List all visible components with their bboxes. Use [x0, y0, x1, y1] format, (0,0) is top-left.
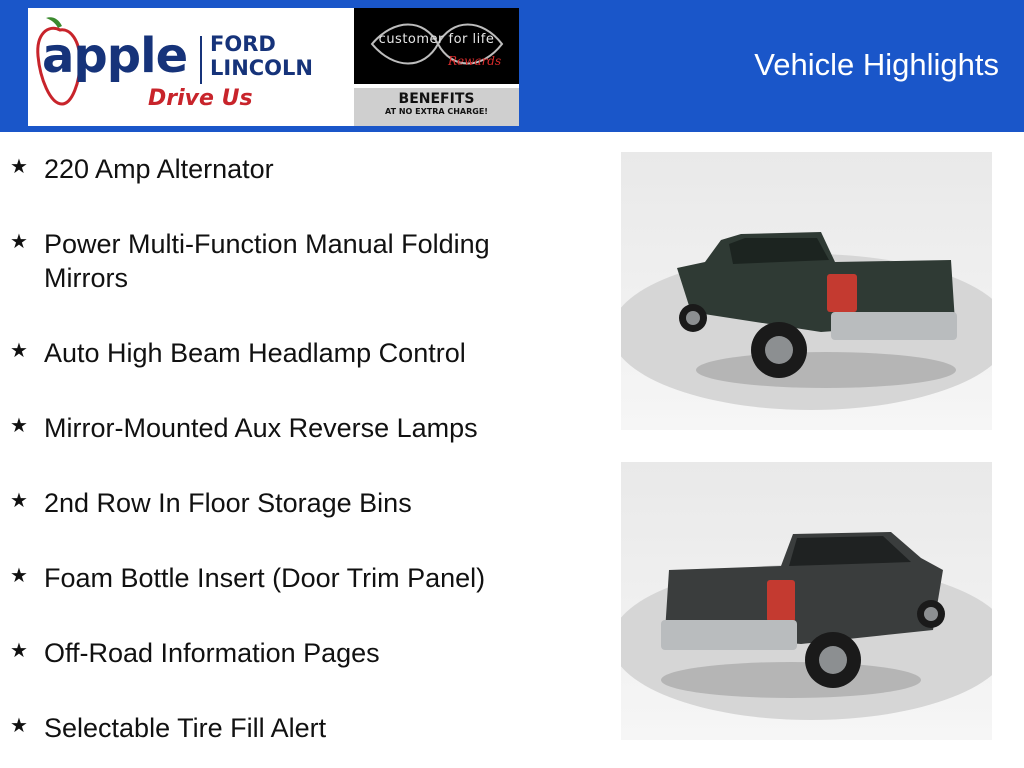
dealer-makes: [210, 32, 313, 80]
vehicle-photo-rear-right: [621, 462, 992, 740]
page-title: Vehicle Highlights: [754, 47, 999, 82]
star-icon: ★: [10, 490, 28, 512]
highlight-text: 2nd Row In Floor Storage Bins: [44, 488, 412, 518]
highlight-text: Power Multi-Function Manual Folding Mirrors: [44, 229, 490, 293]
highlight-text: Foam Bottle Insert (Door Trim Panel): [44, 563, 486, 593]
star-icon: ★: [10, 231, 28, 253]
star-icon: ★: [10, 340, 28, 362]
star-icon: ★: [10, 415, 28, 437]
dealer-logo: [28, 8, 354, 126]
benefits-panel: [354, 88, 519, 126]
make-lincoln: LINCOLN: [210, 56, 313, 80]
rewards-program-name: customer for life: [378, 32, 495, 47]
logo-divider: [200, 36, 202, 84]
highlight-text: Selectable Tire Fill Alert: [44, 713, 327, 743]
dealer-brand-name: apple: [42, 28, 188, 84]
rewards-script: Rewards: [448, 54, 502, 68]
star-icon: ★: [10, 715, 28, 737]
list-item: [10, 227, 570, 295]
list-item: [10, 711, 570, 745]
star-icon: ★: [10, 640, 28, 662]
highlight-text: Auto High Beam Headlamp Control: [44, 338, 466, 368]
star-icon: ★: [10, 565, 28, 587]
header-banner: [0, 0, 1024, 132]
highlight-text: Mirror-Mounted Aux Reverse Lamps: [44, 413, 478, 443]
highlight-text: 220 Amp Alternator: [44, 154, 274, 184]
star-icon: ★: [10, 156, 28, 178]
list-item: [10, 486, 570, 520]
list-item: [10, 636, 570, 670]
list-item: [10, 336, 570, 370]
benefits-sub-label: AT NO EXTRA CHARGE!: [385, 107, 488, 116]
rewards-logo-top: [354, 8, 519, 84]
list-item: [10, 152, 570, 186]
list-item: [10, 561, 570, 595]
highlight-text: Off-Road Information Pages: [44, 638, 380, 668]
highlights-list: [10, 152, 570, 768]
list-item: [10, 411, 570, 445]
dealer-tagline: Drive Us: [148, 86, 253, 111]
vehicle-photo-rear-left: [621, 152, 992, 430]
make-ford: FORD: [210, 32, 276, 56]
benefits-label: BENEFITS: [398, 91, 475, 107]
rewards-logo: [354, 8, 519, 126]
